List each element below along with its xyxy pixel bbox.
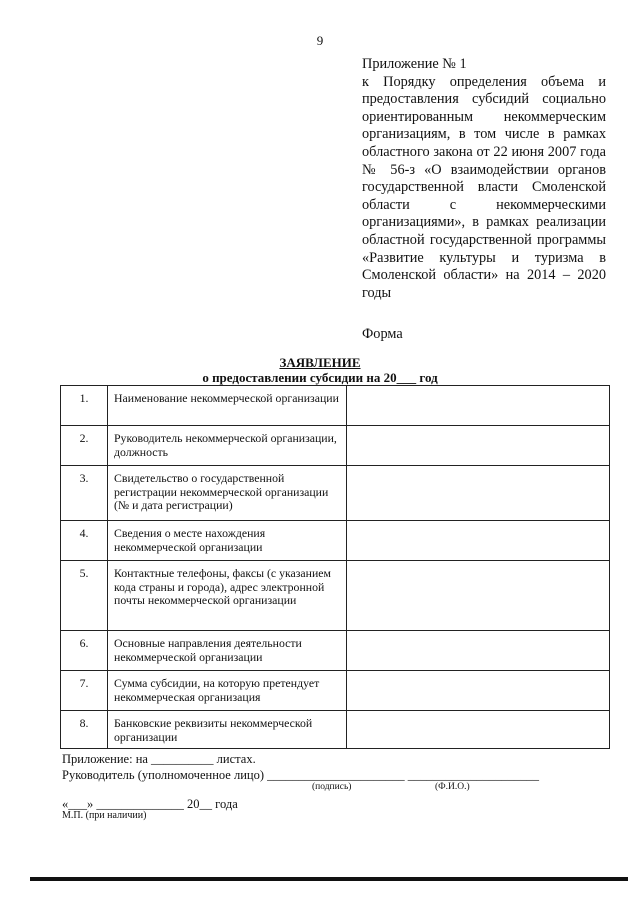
date-line: «___» ______________ 20__ года (62, 797, 238, 811)
table-row (61, 521, 610, 561)
row-label: Основные направления деятельности некоммерческой организации (108, 631, 347, 671)
page-number: 9 (316, 33, 324, 48)
row-number: 3. (61, 466, 108, 521)
form-label: Форма (362, 326, 403, 342)
bottom-rule (30, 877, 628, 881)
seal-note: М.П. (при наличии) (62, 810, 147, 821)
table-row (61, 711, 610, 749)
row-number: 4. (61, 521, 108, 561)
table-row (61, 631, 610, 671)
row-value-field[interactable] (347, 426, 610, 466)
row-label: Сведения о месте нахождения некоммерческой организации (108, 521, 347, 561)
row-number: 6. (61, 631, 108, 671)
row-value-field[interactable] (347, 671, 610, 711)
table-row (61, 466, 610, 521)
table-row (61, 386, 610, 426)
table-row (61, 426, 610, 466)
row-value-field[interactable] (347, 561, 610, 631)
row-number: 2. (61, 426, 108, 466)
annex-body: к Порядку определения объема и предоставления субсидий социально ориентированным некоммерческим организациям, в том числе в рамках областного закона от 22 июня 2007 года № 56-з «О взаимодействии органов государственной власти Смоленской области с некоммерческими организациями», в рамках реализации областной государственной программы «Развитие культуры и туризма в Смоленской области» на 2014 – 2020 годы (362, 73, 606, 301)
row-number: 8. (61, 711, 108, 749)
row-label: Контактные телефоны, факсы (с указанием кода страны и города), адрес электронной почты некоммерческой организации (108, 561, 347, 631)
row-number: 7. (61, 671, 108, 711)
document-title-subtitle: о предоставлении субсидии на 20___ год (202, 370, 438, 385)
table-row (61, 671, 610, 711)
row-label: Сумма субсидии, на которую претендует некоммерческая организация (108, 671, 347, 711)
row-label: Свидетельство о государственной регистрации некоммерческой организации (№ и дата регистрации) (108, 466, 347, 521)
annex-title: Приложение № 1 (362, 56, 467, 72)
row-value-field[interactable] (347, 386, 610, 426)
application-form-table (60, 385, 610, 749)
row-value-field[interactable] (347, 521, 610, 561)
table-row (61, 561, 610, 631)
row-number: 5. (61, 561, 108, 631)
document-title (0, 355, 640, 385)
row-value-field[interactable] (347, 631, 610, 671)
row-label: Наименование некоммерческой организации (108, 386, 347, 426)
row-label: Банковские реквизиты некоммерческой организации (108, 711, 347, 749)
annex-block (362, 56, 606, 302)
row-value-field[interactable] (347, 711, 610, 749)
row-label: Руководитель некоммерческой организации, должность (108, 426, 347, 466)
attachment-line: Приложение: на __________ листах. (62, 752, 256, 766)
head-signature-line: Руководитель (уполномоченное лицо) ______________________ _____________________ (62, 768, 540, 782)
row-number: 1. (61, 386, 108, 426)
signature-caption: (подпись) (312, 782, 352, 792)
row-value-field[interactable] (347, 466, 610, 521)
document-title-main: ЗАЯВЛЕНИЕ (279, 355, 361, 370)
name-caption: (Ф.И.О.) (435, 782, 470, 792)
